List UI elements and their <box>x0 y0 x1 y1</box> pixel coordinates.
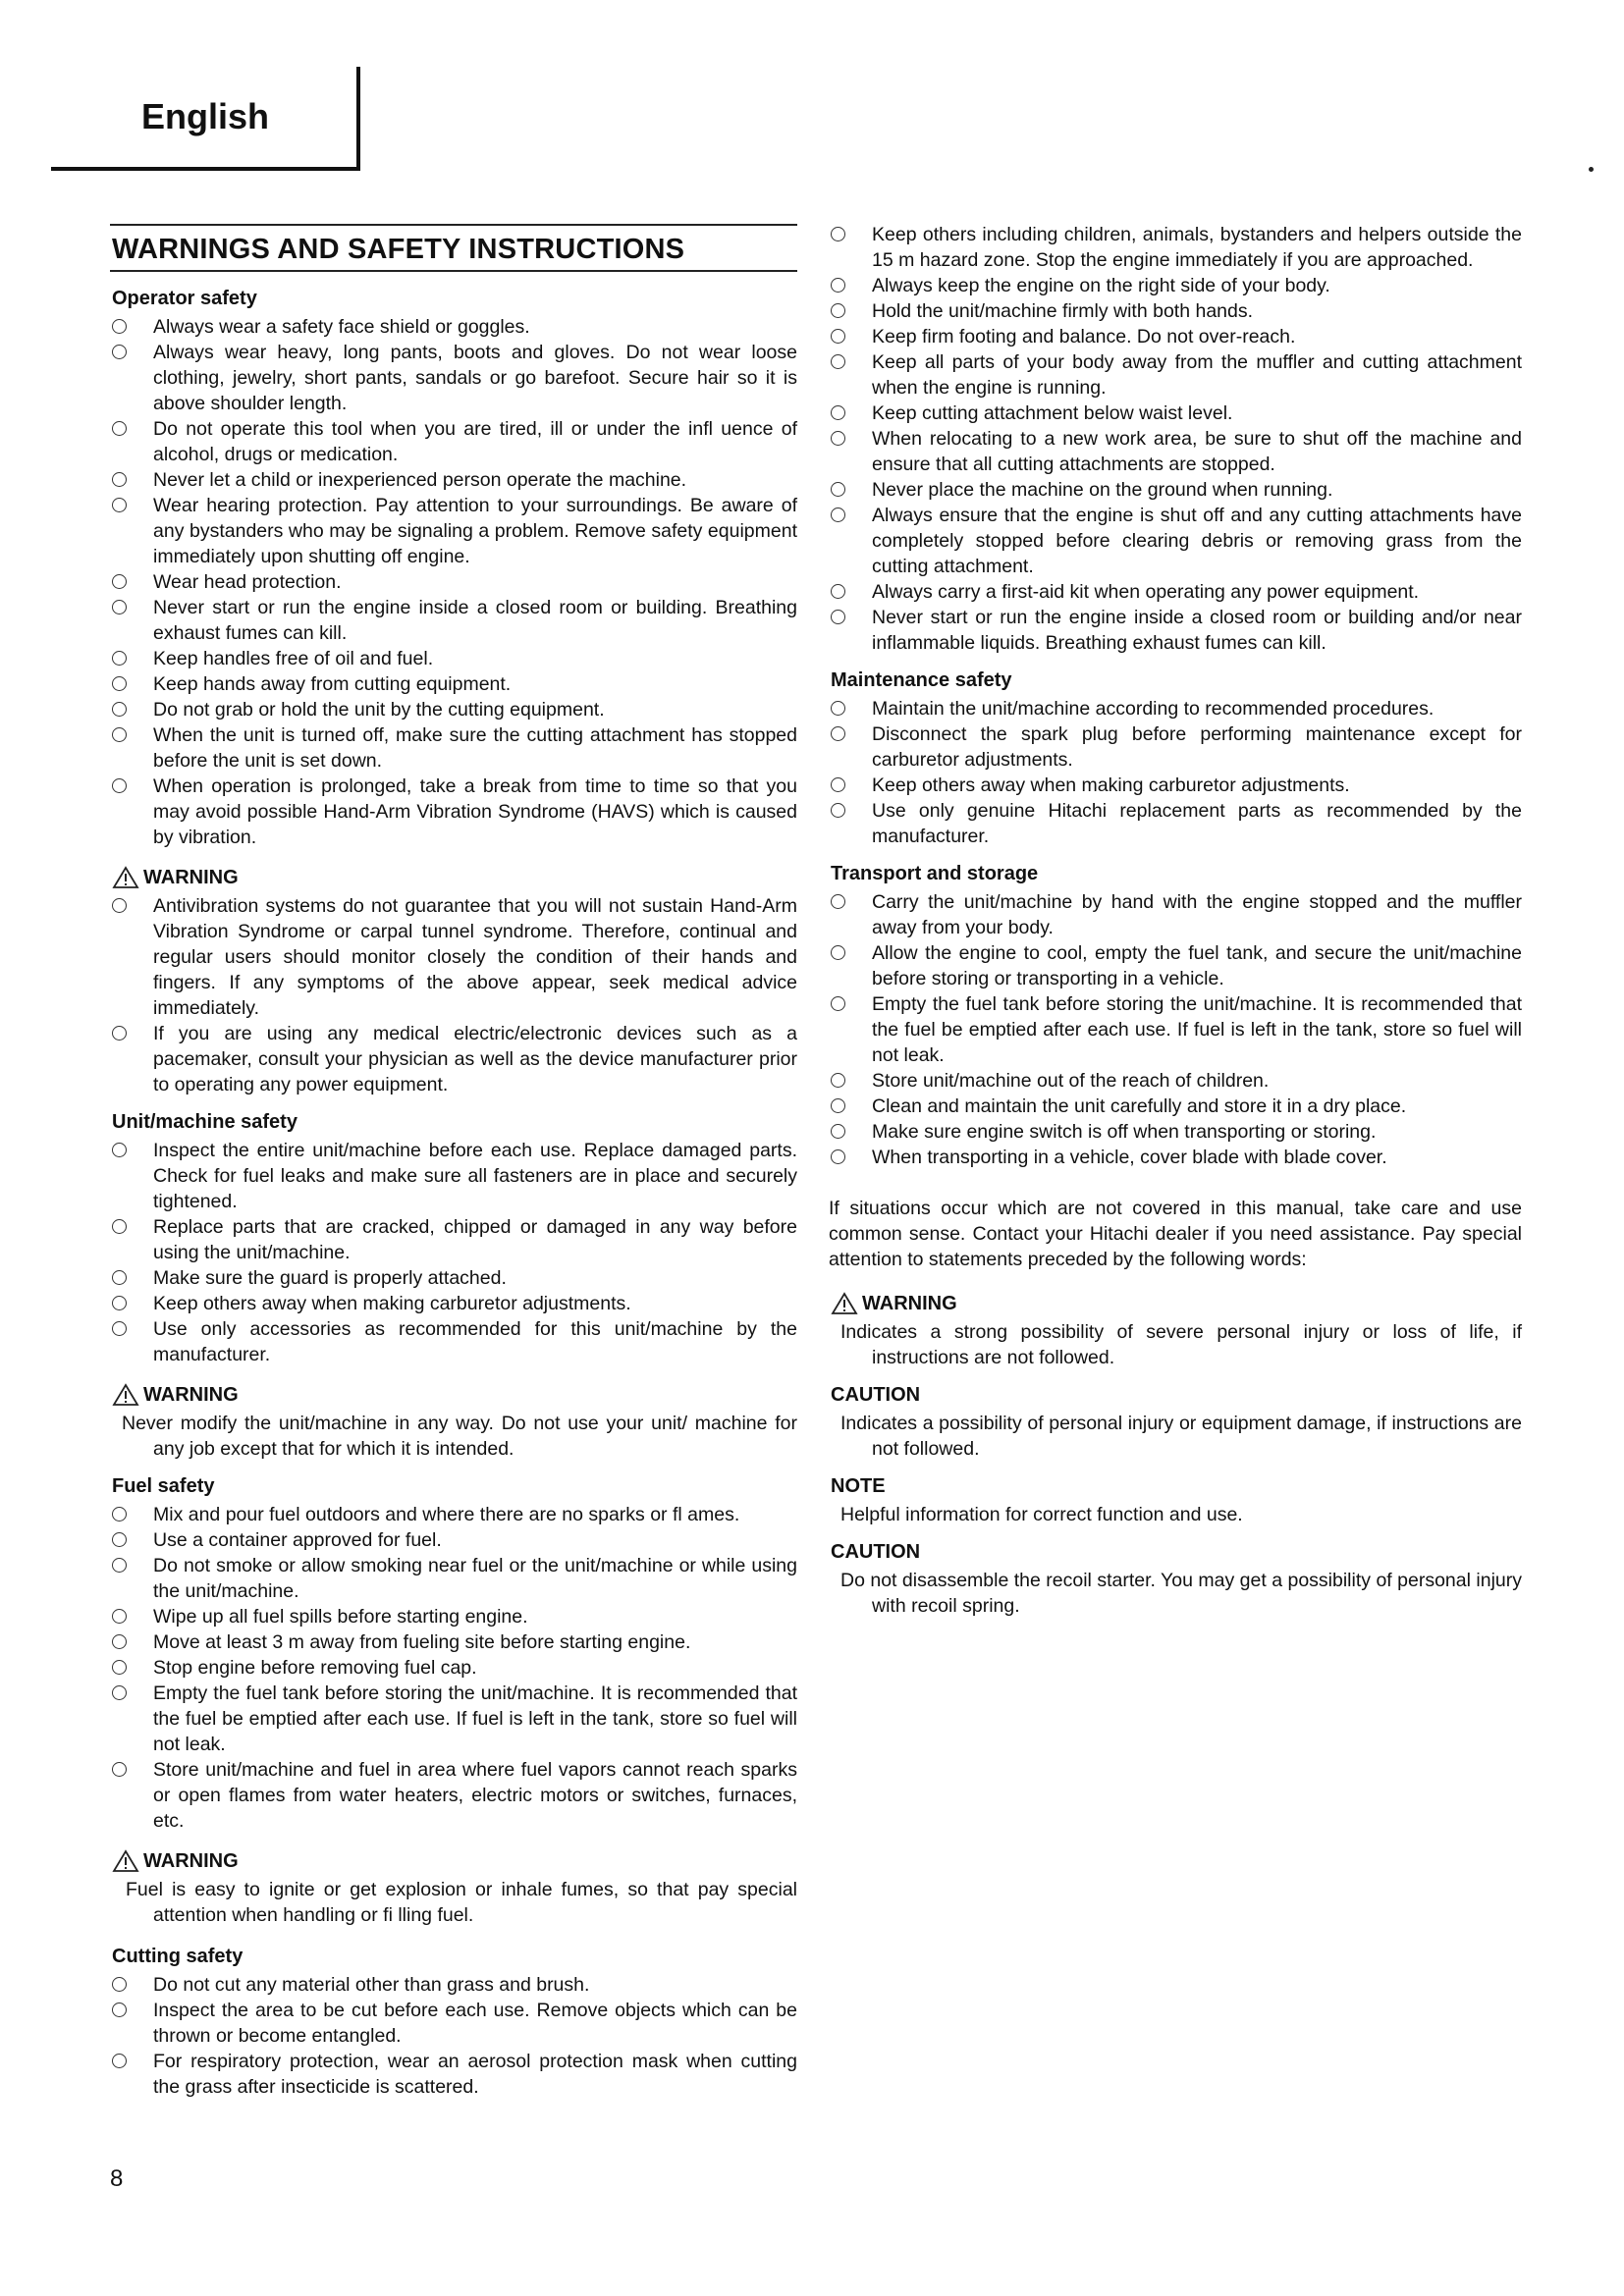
warning-label: WARNING <box>143 866 239 888</box>
list-item <box>110 1604 797 1629</box>
circle-bullet-icon <box>112 1219 127 1234</box>
section-title-unit-safety: Unit/machine safety <box>112 1111 298 1133</box>
list-item <box>110 697 797 722</box>
warning-triangle-icon <box>112 1849 141 1873</box>
list-item-text: When the unit is turned off, make sure the cutting attachment has stopped before the unit is set down. <box>153 724 797 772</box>
list-item-text: Disconnect the spark plug before performing maintenance except for carburetor adjustments. <box>872 723 1522 771</box>
warning-text-fuel: Fuel is easy to ignite or get explosion or inhale fumes, so that pay special attention when handling or fi lling fuel. <box>126 1879 797 1926</box>
list-item-text: When transporting in a vehicle, cover blade with blade cover. <box>872 1147 1387 1168</box>
warning-heading <box>112 866 797 889</box>
list-item-text: Always wear a safety face shield or goggles. <box>153 316 530 338</box>
circle-bullet-icon <box>112 2054 127 2068</box>
list-cutting-safety <box>110 1972 797 2100</box>
circle-bullet-icon <box>831 726 845 741</box>
circle-bullet-icon <box>112 676 127 691</box>
list-item-text: Always keep the engine on the right side of your body. <box>872 275 1330 296</box>
list-item-text: Replace parts that are cracked, chipped or damaged in any way before using the unit/machine. <box>153 1216 797 1263</box>
left-column <box>110 222 797 2100</box>
list-item-text: Do not grab or hold the unit by the cutting equipment. <box>153 699 605 721</box>
list-item <box>110 1972 797 1998</box>
list-item-text: If you are using any medical electric/electronic devices such as a pacemaker, consult your physician as well as the device manufacturer prior to operating any power equipment. <box>153 1023 797 1095</box>
list-item <box>110 2049 797 2100</box>
list-item <box>829 324 1522 349</box>
list-item-text: Allow the engine to cool, empty the fuel tank, and secure the unit/machine before storing or transporting in a vehicle. <box>872 942 1522 989</box>
list-item <box>829 889 1522 940</box>
circle-bullet-icon <box>831 482 845 497</box>
circle-bullet-icon <box>831 701 845 716</box>
circle-bullet-icon <box>831 227 845 241</box>
circle-bullet-icon <box>831 1149 845 1164</box>
circle-bullet-icon <box>831 303 845 318</box>
list-cutting-safety-continued <box>829 222 1522 656</box>
list-item <box>110 1265 797 1291</box>
language-label: English <box>141 96 270 136</box>
page-title: WARNINGS AND SAFETY INSTRUCTIONS <box>110 224 797 272</box>
circle-bullet-icon <box>831 945 845 960</box>
list-item <box>829 349 1522 400</box>
signal-warning-text: Indicates a strong possibility of severe personal injury or loss of life, if instructions are not followed. <box>840 1321 1522 1368</box>
circle-bullet-icon <box>831 329 845 344</box>
list-item-text: Do not cut any material other than grass and brush. <box>153 1974 590 1996</box>
list-item <box>829 773 1522 798</box>
circle-bullet-icon <box>112 702 127 717</box>
list-item-text: Never let a child or inexperienced person operate the machine. <box>153 469 687 491</box>
list-item-text: Keep hands away from cutting equipment. <box>153 673 512 695</box>
list-item <box>110 1138 797 1214</box>
circle-bullet-icon <box>112 778 127 793</box>
list-item-text: Keep others away when making carburetor adjustments. <box>872 774 1350 796</box>
list-item-text: Wear hearing protection. Pay attention to your surroundings. Be aware of any bystanders who may be signaling a problem. Remove safety equipment immediately upon shutting off engine. <box>153 495 797 567</box>
list-item-text: Inspect the entire unit/machine before each use. Replace damaged parts. Check for fuel leaks and make sure all fasteners are in place and securely tightened. <box>153 1140 797 1212</box>
list-item <box>110 1629 797 1655</box>
warning-heading <box>112 1383 797 1407</box>
circle-bullet-icon <box>831 584 845 599</box>
list-item-text: Keep firm footing and balance. Do not over-reach. <box>872 326 1296 347</box>
list-item-text: Always wear heavy, long pants, boots and gloves. Do not wear loose clothing, jewelry, short pants, sandals or go barefoot. Secure hair so it is above shoulder length. <box>153 342 797 414</box>
list-operator-safety <box>110 314 797 850</box>
signal-caution-text: Indicates a possibility of personal injury or equipment damage, if instructions are not followed. <box>840 1413 1522 1460</box>
list-item-text: For respiratory protection, wear an aerosol protection mask when cutting the grass after insecticide is scattered. <box>153 2051 797 2098</box>
warning-label: WARNING <box>143 1849 239 1872</box>
list-item <box>110 671 797 697</box>
circle-bullet-icon <box>831 278 845 293</box>
list-item-text: Keep cutting attachment below waist level. <box>872 402 1233 424</box>
circle-bullet-icon <box>112 898 127 913</box>
list-item-text: Never place the machine on the ground when running. <box>872 479 1333 501</box>
list-item-text: Mix and pour fuel outdoors and where there are no sparks or fl ames. <box>153 1504 740 1525</box>
warning-triangle-icon <box>831 1292 860 1315</box>
list-item-text: Make sure the guard is properly attached. <box>153 1267 507 1289</box>
list-item <box>110 1291 797 1316</box>
decorative-dot <box>1589 167 1594 172</box>
page-number: 8 <box>110 2165 124 2192</box>
signal-caution2-heading: CAUTION <box>831 1541 921 1563</box>
circle-bullet-icon <box>112 1762 127 1777</box>
list-item-text: Keep others away when making carburetor adjustments. <box>153 1293 631 1314</box>
list-item-text: Stop engine before removing fuel cap. <box>153 1657 477 1679</box>
list-item <box>110 1316 797 1367</box>
circle-bullet-icon <box>831 803 845 818</box>
list-item-text: Inspect the area to be cut before each use. Remove objects which can be thrown or become entangled. <box>153 2000 797 2047</box>
list-item <box>829 273 1522 298</box>
section-title-transport-storage: Transport and storage <box>831 863 1039 884</box>
list-item <box>110 1655 797 1681</box>
circle-bullet-icon <box>112 1977 127 1992</box>
list-item <box>110 646 797 671</box>
circle-bullet-icon <box>112 345 127 359</box>
circle-bullet-icon <box>112 1609 127 1624</box>
section-title-fuel-safety: Fuel safety <box>112 1475 215 1497</box>
list-item-text: Keep others including children, animals, bystanders and helpers outside the 15 m hazard zone. Stop the engine immediately if you are approached. <box>872 224 1522 271</box>
list-item <box>829 1068 1522 1094</box>
signal-caution2-text: Do not disassemble the recoil starter. You may get a possibility of personal injury with recoil spring. <box>840 1570 1522 1617</box>
list-item <box>829 400 1522 426</box>
section-title-cutting-safety: Cutting safety <box>112 1946 244 1967</box>
list-item <box>110 722 797 774</box>
list-maintenance-safety <box>829 696 1522 849</box>
list-item <box>110 1502 797 1527</box>
list-item-text: Clean and maintain the unit carefully and store it in a dry place. <box>872 1095 1407 1117</box>
list-item-text: Empty the fuel tank before storing the unit/machine. It is recommended that the fuel be emptied after each use. If fuel is left in the tank, store so fuel will not leak. <box>153 1682 797 1755</box>
list-item <box>110 314 797 340</box>
list-item <box>110 493 797 569</box>
list-item <box>110 893 797 1021</box>
list-item-text: Store unit/machine and fuel in area where fuel vapors cannot reach sparks or open flames from water heaters, electric motors or switches, furnaces, etc. <box>153 1759 797 1832</box>
list-item <box>829 991 1522 1068</box>
circle-bullet-icon <box>112 472 127 487</box>
circle-bullet-icon <box>112 1558 127 1573</box>
list-item-text: Do not operate this tool when you are tired, ill or under the infl uence of alcohol, drugs or medication. <box>153 418 797 465</box>
circle-bullet-icon <box>112 1321 127 1336</box>
list-item-text: Keep all parts of your body away from the muffler and cutting attachment when the engine is running. <box>872 351 1522 399</box>
list-item-text: Always ensure that the engine is shut off and any cutting attachments have completely stopped before clearing debris or removing grass from the cutting attachment. <box>872 505 1522 577</box>
circle-bullet-icon <box>112 1270 127 1285</box>
section-title-maintenance-safety: Maintenance safety <box>831 669 1012 691</box>
list-unit-safety <box>110 1138 797 1367</box>
signal-caution-heading: CAUTION <box>831 1384 921 1406</box>
list-item-text: Store unit/machine out of the reach of children. <box>872 1070 1270 1092</box>
list-item-text: Never start or run the engine inside a closed room or building. Breathing exhaust fumes can kill. <box>153 597 797 644</box>
circle-bullet-icon <box>112 1685 127 1700</box>
circle-bullet-icon <box>112 1660 127 1675</box>
circle-bullet-icon <box>112 727 127 742</box>
list-item-text: Always carry a first-aid kit when operating any power equipment. <box>872 581 1420 603</box>
intro-paragraph: If situations occur which are not covered in this manual, take care and use common sense. Contact your Hitachi dealer if you need assistance. Pay special attention to statements preceded by the following words: <box>829 1198 1522 1270</box>
list-item <box>110 467 797 493</box>
list-warning-antivibration <box>110 893 797 1097</box>
circle-bullet-icon <box>831 1124 845 1139</box>
circle-bullet-icon <box>112 1296 127 1310</box>
list-item <box>110 569 797 595</box>
circle-bullet-icon <box>831 354 845 369</box>
circle-bullet-icon <box>831 777 845 792</box>
right-column <box>829 222 1522 1619</box>
list-item <box>110 1527 797 1553</box>
list-item <box>829 503 1522 579</box>
list-item <box>829 605 1522 656</box>
warning-label: WARNING <box>862 1292 957 1314</box>
circle-bullet-icon <box>831 431 845 446</box>
list-item <box>829 579 1522 605</box>
circle-bullet-icon <box>112 574 127 589</box>
list-item-text: Hold the unit/machine firmly with both hands. <box>872 300 1254 322</box>
list-item <box>829 1094 1522 1119</box>
circle-bullet-icon <box>831 405 845 420</box>
list-item <box>110 340 797 416</box>
list-item-text: Keep handles free of oil and fuel. <box>153 648 434 669</box>
circle-bullet-icon <box>112 1634 127 1649</box>
list-item <box>110 595 797 646</box>
list-item-text: Wear head protection. <box>153 571 342 593</box>
warning-text-modify: Never modify the unit/machine in any way. Do not use your unit/ machine for any job except that for which it is intended. <box>122 1413 797 1460</box>
list-transport-storage <box>829 889 1522 1170</box>
circle-bullet-icon <box>112 600 127 614</box>
list-item-text: Wipe up all fuel spills before starting engine. <box>153 1606 528 1628</box>
list-item-text: Carry the unit/machine by hand with the engine stopped and the muffler away from your body. <box>872 891 1522 938</box>
list-item-text: Maintain the unit/machine according to recommended procedures. <box>872 698 1435 720</box>
list-item-text: Antivibration systems do not guarantee that you will not sustain Hand-Arm Vibration Syndrome or carpal tunnel syndrome. Therefore, continual and regular users should monitor closely the condition of their hands and fingers. If any symptoms of the above appear, seek medical advice immediately. <box>153 895 797 1019</box>
circle-bullet-icon <box>112 2002 127 2017</box>
list-item <box>110 1998 797 2049</box>
list-item-text: Make sure engine switch is off when transporting or storing. <box>872 1121 1377 1143</box>
list-item <box>110 1021 797 1097</box>
signal-note-text: Helpful information for correct function and use. <box>840 1504 1243 1525</box>
circle-bullet-icon <box>112 1026 127 1041</box>
list-item-text: Empty the fuel tank before storing the unit/machine. It is recommended that the fuel be emptied after each use. If fuel is left in the tank, store so fuel will not leak. <box>872 993 1522 1066</box>
list-item-text: Move at least 3 m away from fueling site before starting engine. <box>153 1631 691 1653</box>
list-item-text: When operation is prolonged, take a break from time to time so that you may avoid possible Hand-Arm Vibration Syndrome (HAVS) which is caused by vibration. <box>153 775 797 848</box>
circle-bullet-icon <box>112 1507 127 1522</box>
circle-bullet-icon <box>831 610 845 624</box>
list-item-text: Use only accessories as recommended for this unit/machine by the manufacturer. <box>153 1318 797 1365</box>
list-item <box>110 1757 797 1834</box>
list-item <box>110 1553 797 1604</box>
list-item-text: When relocating to a new work area, be sure to shut off the machine and ensure that all cutting attachments are stopped. <box>872 428 1522 475</box>
circle-bullet-icon <box>831 894 845 909</box>
circle-bullet-icon <box>112 1532 127 1547</box>
list-item <box>829 1119 1522 1145</box>
list-item <box>829 798 1522 849</box>
circle-bullet-icon <box>831 507 845 522</box>
circle-bullet-icon <box>112 319 127 334</box>
list-item-text: Do not smoke or allow smoking near fuel or the unit/machine or while using the unit/machine. <box>153 1555 797 1602</box>
list-item-text: Use a container approved for fuel. <box>153 1529 442 1551</box>
list-item <box>110 1214 797 1265</box>
list-item <box>829 222 1522 273</box>
list-item <box>829 696 1522 721</box>
list-item <box>110 1681 797 1757</box>
list-item <box>110 416 797 467</box>
circle-bullet-icon <box>831 1098 845 1113</box>
circle-bullet-icon <box>831 996 845 1011</box>
list-item <box>829 477 1522 503</box>
warning-label: WARNING <box>143 1383 239 1406</box>
warning-heading <box>112 1849 797 1873</box>
circle-bullet-icon <box>112 421 127 436</box>
list-item <box>829 298 1522 324</box>
list-item-text: Never start or run the engine inside a closed room or building and/or near inflammable liquids. Breathing exhaust fumes can kill. <box>872 607 1522 654</box>
circle-bullet-icon <box>112 498 127 512</box>
list-item <box>829 940 1522 991</box>
list-item <box>829 721 1522 773</box>
signal-warning-heading <box>831 1292 1522 1315</box>
list-item <box>829 426 1522 477</box>
circle-bullet-icon <box>831 1073 845 1088</box>
list-item <box>829 1145 1522 1170</box>
list-item <box>110 774 797 850</box>
section-title-operator-safety: Operator safety <box>112 288 257 309</box>
list-item-text: Use only genuine Hitachi replacement parts as recommended by the manufacturer. <box>872 800 1522 847</box>
language-tab <box>51 67 360 171</box>
list-fuel-safety <box>110 1502 797 1834</box>
circle-bullet-icon <box>112 651 127 666</box>
signal-note-heading: NOTE <box>831 1475 886 1497</box>
circle-bullet-icon <box>112 1143 127 1157</box>
warning-triangle-icon <box>112 1383 141 1407</box>
warning-triangle-icon <box>112 866 141 889</box>
